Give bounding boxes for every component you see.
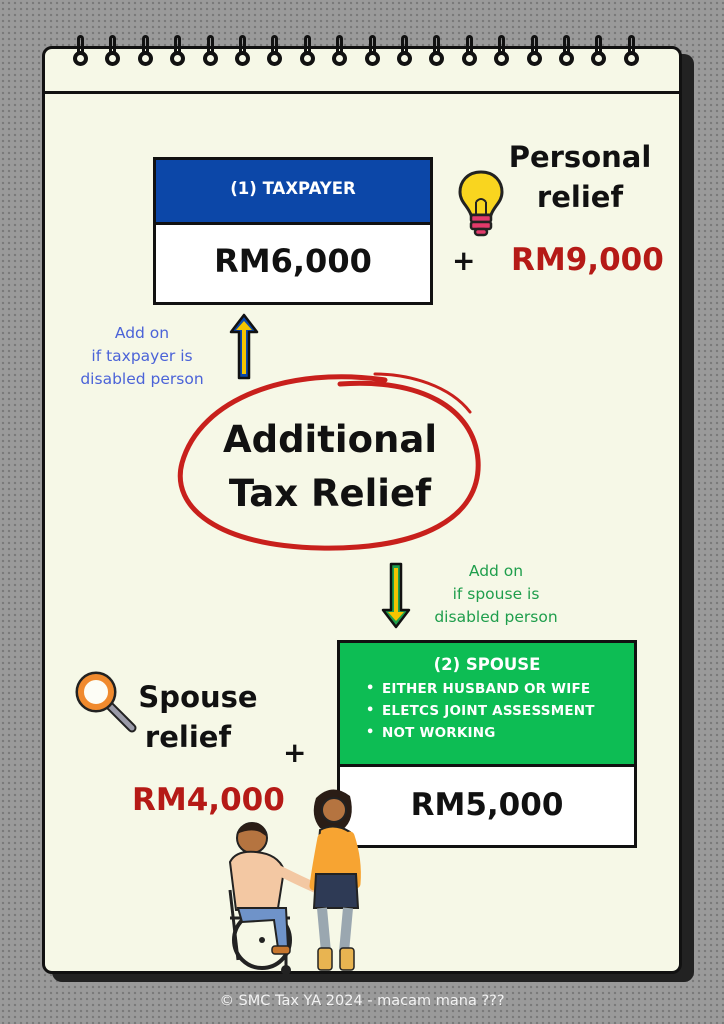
personal-relief-label-line2: relief	[536, 180, 624, 214]
spouse-note-line2: if spouse is	[452, 585, 540, 603]
taxpayer-box	[153, 157, 433, 305]
spouse-conditions-list	[360, 678, 634, 744]
personal-relief-amount: RM9,000	[511, 242, 664, 278]
taxpayer-note-line3: disabled person	[80, 370, 204, 388]
woman-figure	[314, 789, 358, 970]
spouse-condition-item: • NOT WORKING	[360, 722, 634, 744]
spouse-condition-item: • ELETCS JOINT ASSESSMENT	[360, 700, 634, 722]
taxpayer-note-line2: if taxpayer is	[91, 347, 193, 365]
taxpayer-header-label: (1) TAXPAYER	[230, 179, 356, 198]
taxpayer-note-line1: Add on	[114, 324, 170, 342]
spouse-amount: RM5,000	[410, 787, 564, 823]
binding-ring	[559, 35, 575, 81]
notebook-header-divider	[45, 91, 679, 94]
binding-ring	[170, 35, 186, 81]
binding-ring	[429, 35, 445, 81]
spouse-header-label: (2) SPOUSE	[433, 655, 541, 674]
binding-ring	[300, 35, 316, 81]
binding-ring	[332, 35, 348, 81]
binding-ring	[494, 35, 510, 81]
taxpayer-amount: RM6,000	[214, 242, 372, 280]
personal-relief-label-line1: Personal	[508, 140, 652, 174]
spouse-note-line3: disabled person	[434, 608, 558, 626]
binding-ring	[591, 35, 607, 81]
spouse-relief-amount: RM4,000	[132, 782, 285, 818]
binding-ring	[527, 35, 543, 81]
couple-illustration	[216, 780, 386, 980]
binding-ring	[267, 35, 283, 81]
binding-ring	[397, 35, 413, 81]
binding-ring	[624, 35, 640, 81]
spouse-relief-label-line2: relief	[144, 720, 232, 754]
spouse-box-header	[340, 643, 634, 767]
spouse-condition-item: • EITHER HUSBAND OR WIFE	[360, 678, 634, 700]
man-figure	[230, 822, 316, 954]
title-circle	[170, 368, 490, 558]
binding-ring	[73, 35, 89, 81]
spouse-relief-label-line1: Spouse	[138, 680, 258, 714]
spouse-note-line1: Add on	[468, 562, 524, 580]
title-line2: Tax Relief	[228, 472, 432, 515]
binding-ring	[105, 35, 121, 81]
binding-ring	[138, 35, 154, 81]
binding-ring	[235, 35, 251, 81]
spouse-plus-sign: +	[283, 736, 307, 769]
taxpayer-box-header	[156, 160, 430, 225]
arrow-down-icon	[380, 560, 412, 630]
title-line1: Additional	[222, 418, 438, 461]
binding-ring	[365, 35, 381, 81]
taxpayer-plus-sign: +	[452, 244, 476, 277]
spouse-disabled-note	[414, 560, 578, 629]
binding-ring	[203, 35, 219, 81]
binding-ring	[462, 35, 478, 81]
footer-copyright: © SMC Tax YA 2024 - macam mana ???	[219, 993, 505, 1009]
lightbulb-icon	[456, 168, 506, 240]
